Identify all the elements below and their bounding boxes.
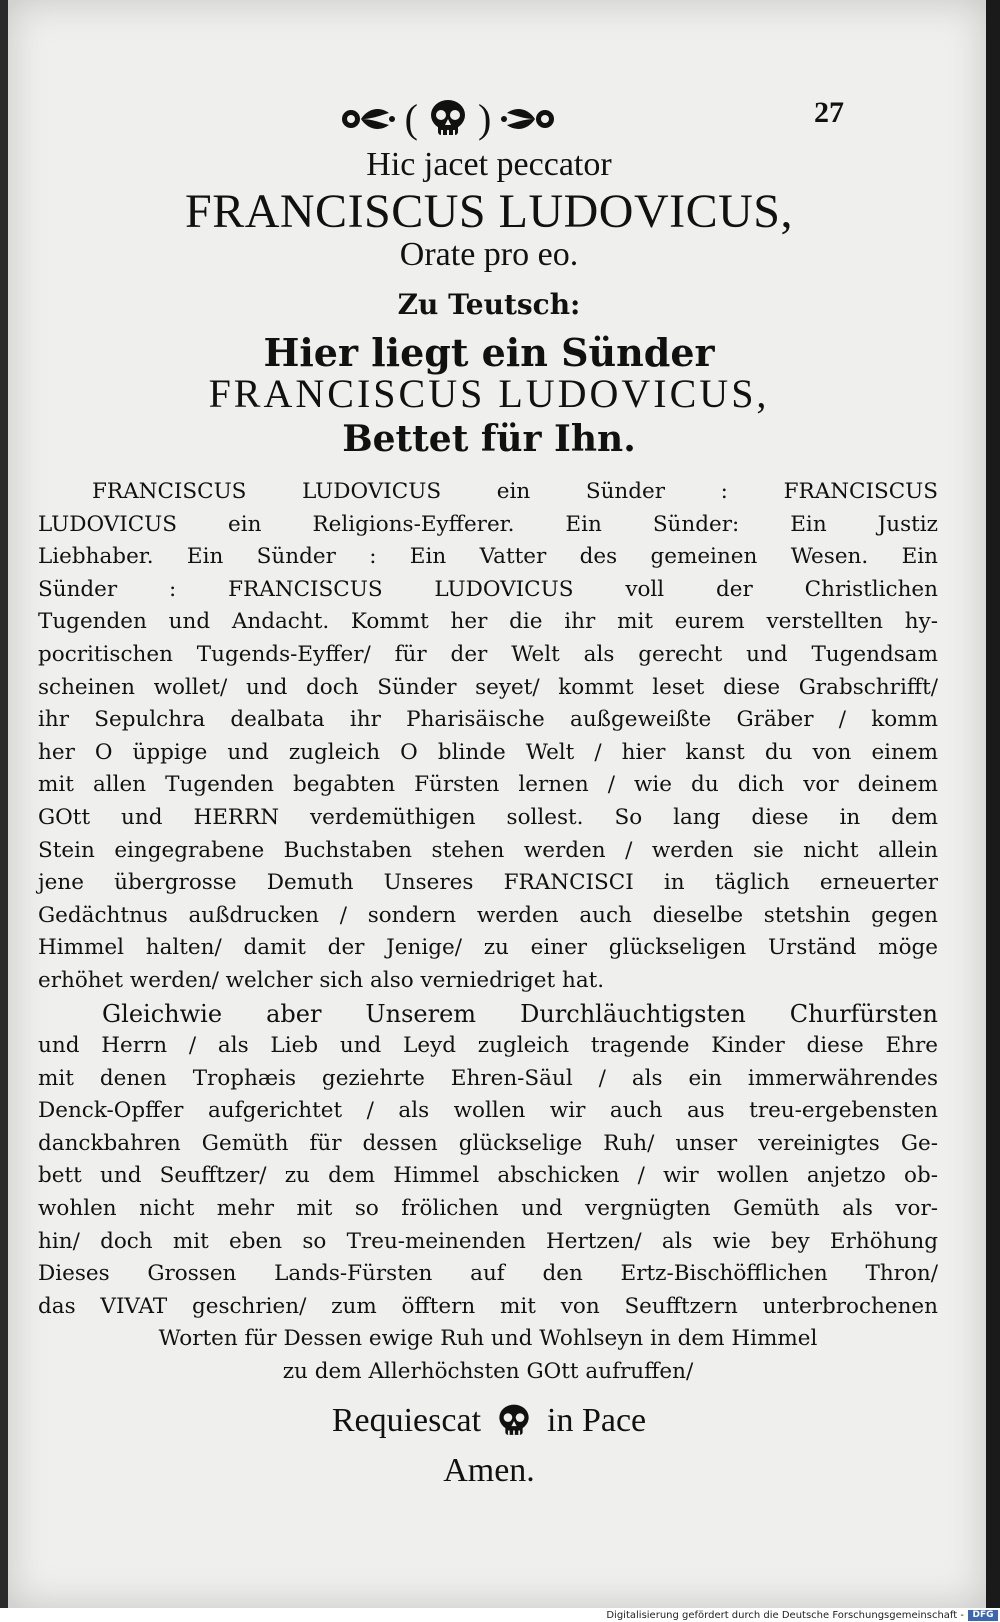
dfg-logo-icon: DFG <box>968 1610 998 1621</box>
epitaph-latin-line-1: Hic jacet peccator <box>366 146 612 183</box>
epitaph-german-name: FRANCISCUS LUDOVICUS, <box>208 371 770 416</box>
body-line: mit denen Trophæis geziehrte Ehren-Säul / als ein immerwährendes <box>38 1065 938 1091</box>
left-parenthesis: ( <box>404 96 418 141</box>
epitaph-latin-name: FRANCISCUS LUDOVICUS, <box>185 185 793 238</box>
body-line: ihr Sepulchra dealbata ihr Pharisäische außgeweißte Gräber / komm <box>38 707 938 733</box>
body-line: Stein eingegrabene Buchstaben stehen werden / werden sie nicht allein <box>38 837 938 863</box>
amen: Amen. <box>443 1452 535 1489</box>
body-line: mit allen Tugenden begabten Fürsten lernen / wie du dich vor deinem <box>38 772 938 798</box>
body-line: GOtt und HERRN verdemüthigen sollest. So lang diese in dem <box>38 804 938 830</box>
body-line: Dieses Grossen Lands-Fürsten auf den Ertz-Bischöfflichen Thron/ <box>38 1261 938 1287</box>
body-line: her O üppige und zugleich O blinde Welt / hier kanst du von einem <box>38 739 938 765</box>
body-line: hin/ doch mit eben so Treu-meinenden Hertzen/ als wie bey Erhöhung <box>38 1228 938 1254</box>
header-ornament <box>318 96 578 142</box>
right-parenthesis: ) <box>478 96 492 141</box>
epitaph-german-line-1: Hier liegt ein Sünder <box>263 330 715 375</box>
body-line: bett und Seufftzer/ zu dem Himmel abschicken / wir wollen anjetzo ob- <box>38 1163 938 1189</box>
body-line: Gedächtnus außdrucken / sondern werden auch dieselbe stetshin gegen <box>38 902 938 928</box>
body-line: Worten für Dessen ewige Ruh und Wohlseyn in dem Himmel <box>158 1326 818 1352</box>
body-line: Tugenden und Andacht. Kommt her die ihr mit eurem verstellten hy- <box>38 609 938 635</box>
body-line: Himmel halten/ damit der Jenige/ zu einer glückseligen Urständ möge <box>38 935 938 961</box>
body-line: und Herrn / als Lieb und Leyd zugleich tragende Kinder diese Ehre <box>38 1033 938 1059</box>
body-line: scheinen wollet/ und doch Sünder seyet/ kommt leset diese Grabschrifft/ <box>38 674 938 700</box>
footer-bar <box>0 1608 1000 1622</box>
digitization-credit: Digitalisierung gefördert durch die Deutsche Forschungsgemeinschaft - <box>606 1610 964 1621</box>
body-line: erhöhet werden/ welcher sich also verniedriget hat. <box>38 967 605 993</box>
body-line: danckbahren Gemüth für dessen glückselige Ruh/ unser vereinigtes Ge- <box>38 1130 938 1156</box>
body-line: jene übergrosse Demuth Unseres FRANCISCI in täglich erneuerter <box>38 870 938 896</box>
body-line: Denck-Opffer aufgerichtet / als wollen wir auch aus treu-ergebensten <box>38 1098 938 1124</box>
skull-icon <box>495 1402 533 1440</box>
page-number: 27 <box>814 96 844 129</box>
floral-ornament-right-icon <box>499 99 559 139</box>
body-line: Liebhaber. Ein Sünder : Ein Vatter des gemeinen Wesen. Ein <box>38 544 938 570</box>
in-pace-text: in Pace <box>547 1402 647 1439</box>
body-line: Sünder : FRANCISCUS LUDOVICUS voll der Christlichen <box>38 576 938 602</box>
body-line: das VIVAT geschrien/ zum öfftern mit von Seufftzern unterbrochenen <box>38 1293 938 1319</box>
body-line: LUDOVICUS ein Religions-Eyfferer. Ein Sünder: Ein Justiz <box>38 511 938 537</box>
body-line: pocritischen Tugends-Eyffer/ für der Welt als gerecht und Tugendsam <box>38 641 938 667</box>
requiescat-text: Requiescat <box>331 1402 482 1439</box>
epitaph-german-line-3: Bettet für Ihn. <box>342 418 636 460</box>
body-line: Gleichwie aber Unserem Durchläuchtigsten Churfürsten <box>102 999 938 1028</box>
body-line: zu dem Allerhöchsten GOtt aufruffen/ <box>282 1359 694 1385</box>
requiescat-line <box>0 1402 978 1440</box>
skull-icon <box>426 97 470 141</box>
translation-intro: Zu Teutsch: <box>397 288 581 321</box>
body-line: wohlen nicht mehr mit so frölichen und vergnügten Gemüth als vor- <box>38 1196 938 1222</box>
floral-ornament-left-icon <box>337 99 397 139</box>
body-paragraph-1 <box>38 476 938 1389</box>
body-line: FRANCISCUS LUDOVICUS ein Sünder : FRANCISCUS <box>92 479 938 504</box>
epitaph-latin-line-3: Orate pro eo. <box>399 236 579 273</box>
